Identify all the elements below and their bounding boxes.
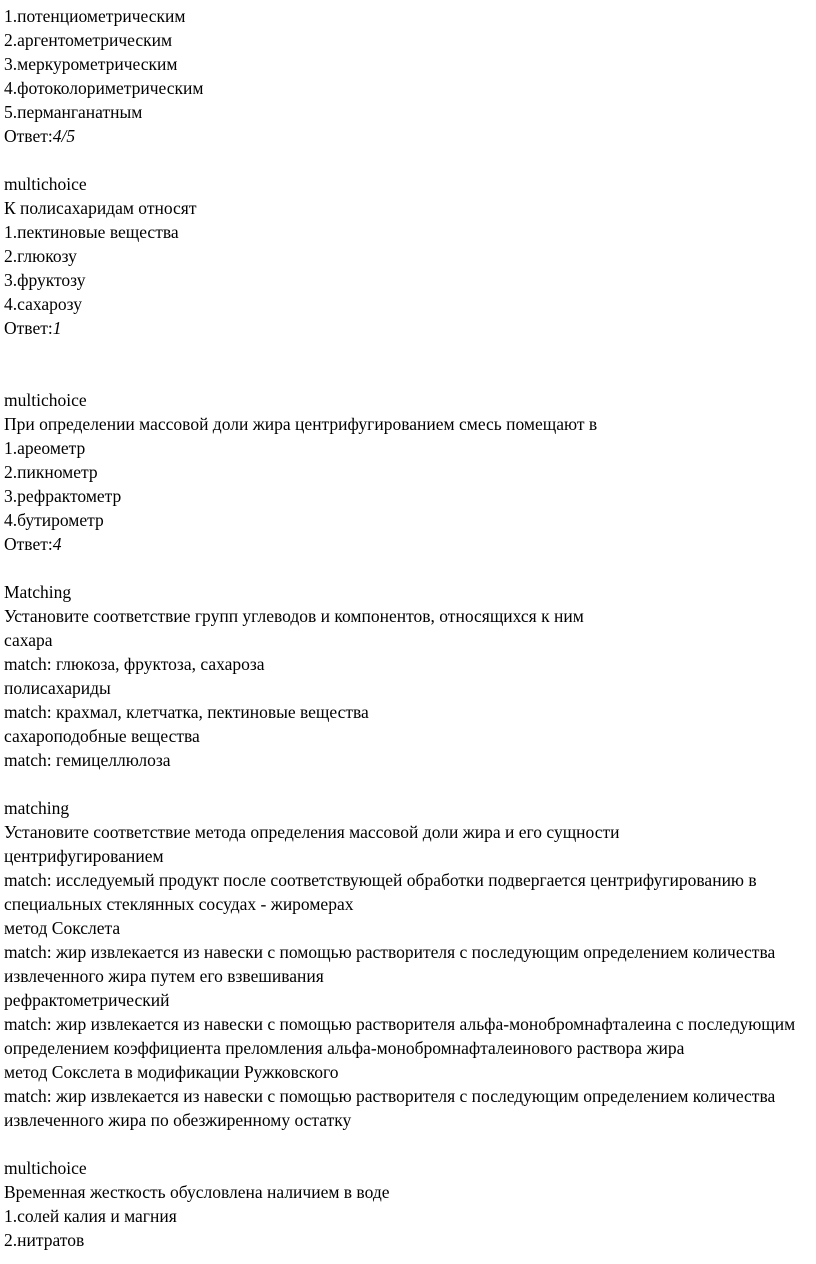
text-line: match: жир извлекается из навески с помощью растворителя с последующим определением количества извлеченного жира по обезжиренному остатку: [4, 1086, 780, 1130]
text-line: 2.нитратов: [4, 1230, 85, 1250]
text-line: multichoice: [4, 174, 87, 194]
text-line: match: исследуемый продукт после соответствующей обработки подвергается центрифугированию в специальных стеклянных сосудах - жиромерах: [4, 870, 762, 914]
text-line: К полисахаридам относят: [4, 198, 197, 218]
text-line: match: жир извлекается из навески с помощью растворителя с последующим определением количества извлеченного жира путем его взвешивания: [4, 942, 780, 986]
text-line: Установите соответствие групп углеводов и компонентов, относящихся к ним: [4, 606, 584, 626]
text-line: центрифугированием: [4, 846, 164, 866]
blank-line: [4, 556, 808, 580]
text-line: 1.пектиновые вещества: [4, 222, 179, 242]
text-line: 3.рефрактометр: [4, 486, 122, 506]
answer-line: [4, 316, 808, 340]
text-line: сахароподобные вещества: [4, 726, 200, 746]
text-line: При определении массовой доли жира центрифугированием смесь помещают в: [4, 414, 598, 434]
text-line: multichoice: [4, 390, 87, 410]
answer-value: 4: [52, 534, 62, 554]
answer-label: Ответ:: [4, 126, 53, 146]
text-line: 2.аргентометрическим: [4, 30, 173, 50]
text-line: match: глюкоза, фруктоза, сахароза: [4, 654, 265, 674]
text-line: match: крахмал, клетчатка, пектиновые вещества: [4, 702, 369, 722]
text-line: 2.глюкозу: [4, 246, 77, 266]
text-line: 4.фотоколориметрическим: [4, 78, 204, 98]
text-line: 3.фруктозу: [4, 270, 86, 290]
answer-label: Ответ:: [4, 534, 53, 554]
text-line: 3.меркурометрическим: [4, 54, 178, 74]
text-line: Установите соответствие метода определения массовой доли жира и его сущности: [4, 822, 620, 842]
text-line: сахара: [4, 630, 53, 650]
text-line: 1.солей калия и магния: [4, 1206, 177, 1226]
text-line: метод Сокслета в модификации Ружковского: [4, 1062, 339, 1082]
text-line: метод Сокслета: [4, 918, 121, 938]
text-line: Временная жесткость обусловлена наличием в воде: [4, 1182, 390, 1202]
text-line: matching: [4, 798, 70, 818]
answer-line: [4, 532, 808, 556]
blank-line: [4, 772, 808, 796]
blank-line: [4, 148, 808, 172]
text-line: 5.перманганатным: [4, 102, 143, 122]
blank-line: [4, 364, 808, 388]
answer-value: 1: [52, 318, 62, 338]
text-line: полисахариды: [4, 678, 111, 698]
text-line: 4.бутирометр: [4, 510, 104, 530]
text-line: 1.потенциометрическим: [4, 6, 186, 26]
text-line: match: гемицеллюлоза: [4, 750, 171, 770]
blank-line: [4, 340, 808, 364]
text-line: multichoice: [4, 1158, 87, 1178]
text-line: match: жир извлекается из навески с помощью растворителя альфа-монобромнафталеина с последующим определением коэффициента преломления альфа-монобромнафталеинового раствора жира: [4, 1014, 800, 1058]
answer-label: Ответ:: [4, 318, 53, 338]
text-line: рефрактометрический: [4, 990, 170, 1010]
blank-line: [4, 1132, 808, 1156]
answer-line: [4, 124, 808, 148]
text-line: 1.ареометр: [4, 438, 86, 458]
text-line: 4.сахарозу: [4, 294, 82, 314]
text-line: Matching: [4, 582, 72, 602]
answer-value: 4/5: [52, 126, 76, 146]
text-line: 2.пикнометр: [4, 462, 98, 482]
